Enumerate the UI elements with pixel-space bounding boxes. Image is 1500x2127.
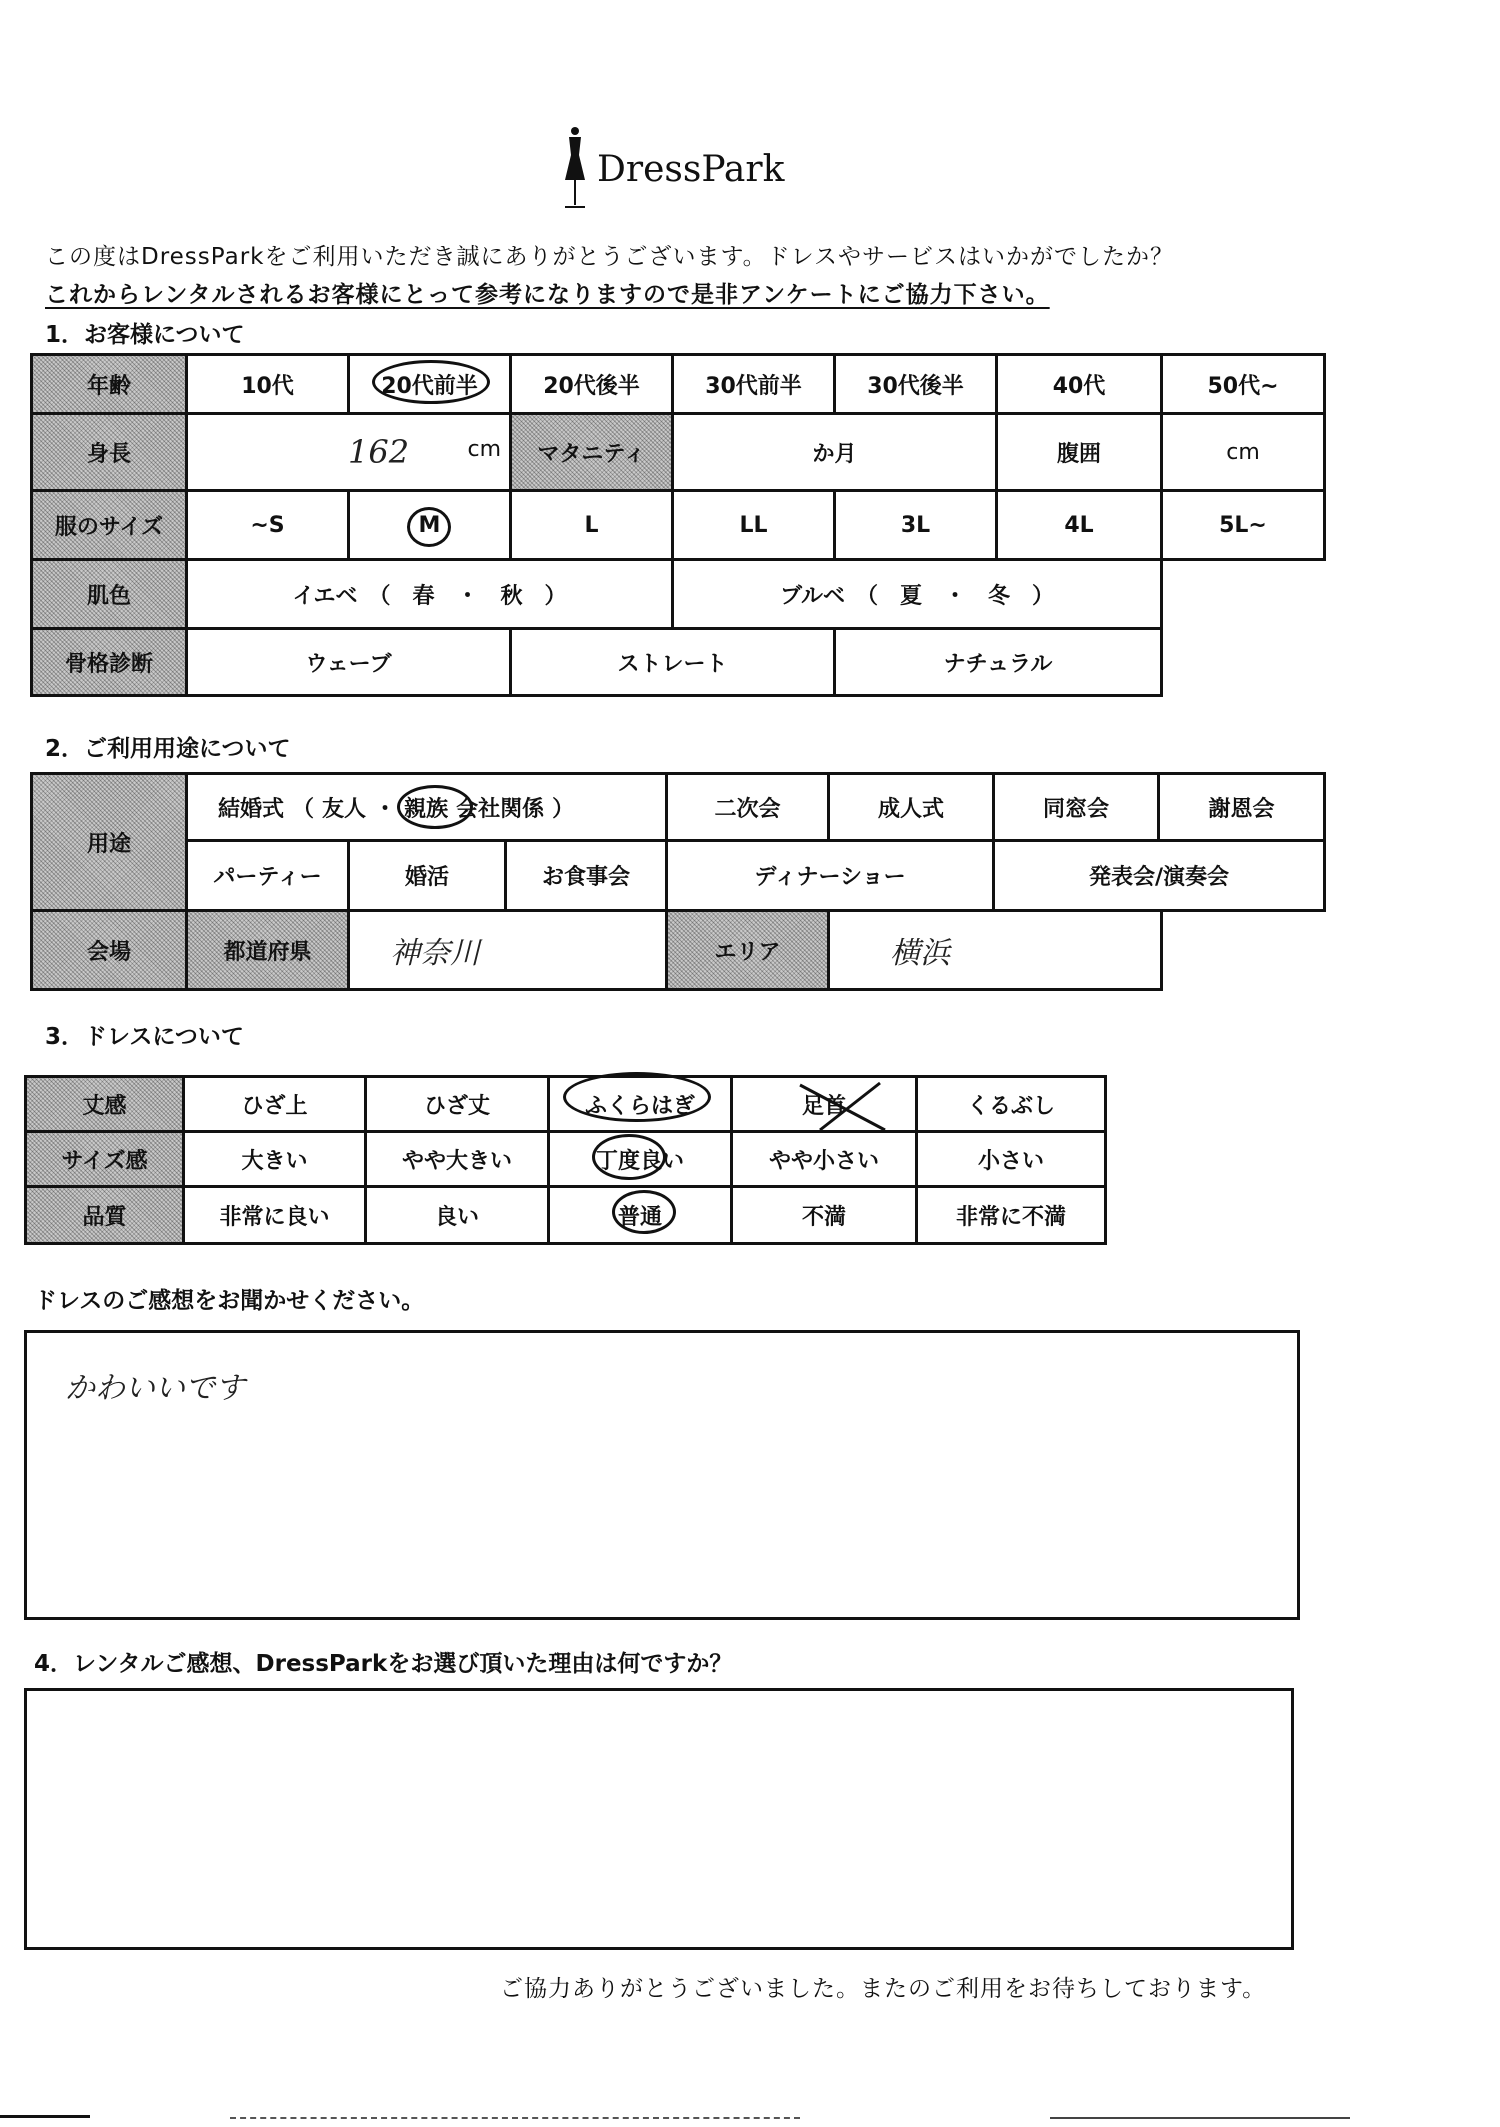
skin-header: 肌色: [30, 558, 188, 630]
length-option-above-knee[interactable]: ひざ上: [182, 1075, 367, 1133]
section3-title: 3．ドレスについて: [45, 1024, 244, 1050]
prefecture-header: 都道府県: [185, 909, 350, 991]
wedding-paren-close: ）: [552, 796, 575, 822]
waist-field[interactable]: [1160, 412, 1326, 492]
usage-option-afterparty[interactable]: 二次会: [665, 772, 830, 842]
length-option-anklebone[interactable]: くるぶし: [915, 1075, 1107, 1133]
maternity-header: マタニティ: [509, 412, 674, 492]
usage-option-reunion[interactable]: 同窓会: [992, 772, 1160, 842]
scan-edge-line: [230, 2117, 800, 2121]
frame-option-natural[interactable]: ナチュラル: [833, 627, 1163, 697]
ankle-strike-mark: [790, 1075, 900, 1135]
size-option-s[interactable]: ~S: [185, 489, 350, 561]
fit-option-slightly-small[interactable]: やや小さい: [730, 1130, 918, 1188]
length-header: 丈感: [24, 1075, 185, 1133]
skin-yellow-base[interactable]: イエベ （ 春 ・ 秋 ）: [185, 558, 674, 630]
wedding-family[interactable]: 親族: [404, 796, 449, 822]
wedding-paren-open: （: [292, 796, 315, 822]
usage-option-recital[interactable]: 発表会/演奏会: [992, 839, 1326, 912]
wedding-friend[interactable]: 友人: [322, 796, 367, 822]
section1-title: 1．お客様について: [45, 322, 245, 348]
size-header: 服のサイズ: [30, 489, 188, 561]
usage-option-dinner[interactable]: お食事会: [504, 839, 668, 912]
prefecture-field[interactable]: [347, 909, 668, 991]
fit-selection-mark: [592, 1134, 666, 1180]
age-option-late30s[interactable]: 30代後半: [833, 353, 998, 415]
quality-option-very-good[interactable]: 非常に良い: [182, 1185, 367, 1245]
fit-header: サイズ感: [24, 1130, 185, 1188]
usage-option-konkatsu[interactable]: 婚活: [347, 839, 507, 912]
age-option-early20s[interactable]: 20代前半: [347, 353, 512, 415]
size-option-4l[interactable]: 4L: [995, 489, 1163, 561]
skin-blue-base[interactable]: ブルベ （ 夏 ・ 冬 ）: [671, 558, 1163, 630]
length-option-ankle[interactable]: 足首: [730, 1075, 918, 1133]
usage-option-dinner-show[interactable]: ディナーショー: [665, 839, 995, 912]
size-option-ll[interactable]: LL: [671, 489, 836, 561]
intro-text: この度はDressParkをご利用いただき誠にありがとうございます。ドレスやサービスはいかがでしたか？: [45, 244, 1174, 270]
maternity-months-unit: か月: [812, 441, 857, 467]
section4-title: 4．レンタルご感想、DressParkをお選び頂いた理由は何ですか？: [34, 1651, 733, 1677]
venue-header: 会場: [30, 909, 188, 991]
age-option-early30s[interactable]: 30代前半: [671, 353, 836, 415]
height-header: 身長: [30, 412, 188, 492]
length-option-calf[interactable]: ふくらはぎ: [547, 1075, 733, 1133]
quality-option-average[interactable]: 普通: [547, 1185, 733, 1245]
request-text: これからレンタルされるお客様にとって参考になりますので是非アンケートにご協力下さい。: [45, 282, 1050, 308]
frame-option-straight[interactable]: ストレート: [509, 627, 836, 697]
reason-textarea[interactable]: [24, 1688, 1294, 1950]
family-selection-mark: [397, 785, 473, 829]
size-option-3l[interactable]: 3L: [833, 489, 998, 561]
height-unit: cm: [467, 437, 501, 462]
section2-title: 2．ご利用用途について: [45, 736, 291, 762]
scan-edge-line: [0, 2115, 90, 2118]
fit-option-small[interactable]: 小さい: [915, 1130, 1107, 1188]
prefecture-value: 神奈川: [390, 936, 480, 971]
frame-header: 骨格診断: [30, 627, 188, 697]
age-option-50s[interactable]: 50代~: [1160, 353, 1326, 415]
quality-option-good[interactable]: 良い: [364, 1185, 550, 1245]
maternity-months-field[interactable]: [671, 412, 998, 492]
usage-option-thanks-party[interactable]: 謝恩会: [1157, 772, 1326, 842]
size-option-l[interactable]: L: [509, 489, 674, 561]
size-option-m[interactable]: M: [347, 489, 512, 561]
dress-form-icon: [555, 125, 595, 210]
dresspark-logo: [555, 125, 795, 215]
impression-prompt: ドレスのご感想をお聞かせください。: [34, 1288, 425, 1314]
fit-option-slightly-large[interactable]: やや大きい: [364, 1130, 550, 1188]
area-field[interactable]: [827, 909, 1163, 991]
age-selection-mark: [372, 360, 490, 404]
quality-header: 品質: [24, 1185, 185, 1245]
waist-label: 腹囲: [995, 412, 1163, 492]
fit-option-large[interactable]: 大きい: [182, 1130, 367, 1188]
frame-option-wave[interactable]: ウェーブ: [185, 627, 512, 697]
quality-selection-mark: [612, 1190, 676, 1234]
impression-value: かわいいです: [65, 1371, 245, 1406]
brand-name: DressPark: [597, 149, 785, 190]
usage-option-party[interactable]: パーティー: [185, 839, 350, 912]
length-selection-mark: [563, 1072, 711, 1122]
age-header: 年齢: [30, 353, 188, 415]
wedding-separator: ・: [374, 796, 397, 822]
height-field[interactable]: [185, 412, 512, 492]
waist-unit: cm: [1226, 439, 1260, 465]
age-option-10s[interactable]: 10代: [185, 353, 350, 415]
area-value: 横浜: [890, 936, 950, 971]
fit-option-just-right[interactable]: 丁度良い: [547, 1130, 733, 1188]
usage-option-coming-of-age[interactable]: 成人式: [827, 772, 995, 842]
scan-edge-line: [1050, 2117, 1350, 2119]
area-header: エリア: [665, 909, 830, 991]
size-selection-mark: [407, 507, 451, 547]
age-option-late20s[interactable]: 20代後半: [509, 353, 674, 415]
usage-header: 用途: [30, 772, 188, 912]
length-option-knee[interactable]: ひざ丈: [364, 1075, 550, 1133]
quality-option-very-dissatisfied[interactable]: 非常に不満: [915, 1185, 1107, 1245]
impression-textarea[interactable]: [24, 1330, 1300, 1620]
wedding-company[interactable]: 会社関係: [456, 796, 545, 822]
age-option-40s[interactable]: 40代: [995, 353, 1163, 415]
height-value: 162: [348, 433, 410, 471]
wedding-label: 結婚式: [218, 796, 285, 822]
closing-text: ご協力ありがとうございました。またのご利用をお待ちしております。: [500, 1976, 1267, 2002]
size-option-5l[interactable]: 5L~: [1160, 489, 1326, 561]
quality-option-dissatisfied[interactable]: 不満: [730, 1185, 918, 1245]
